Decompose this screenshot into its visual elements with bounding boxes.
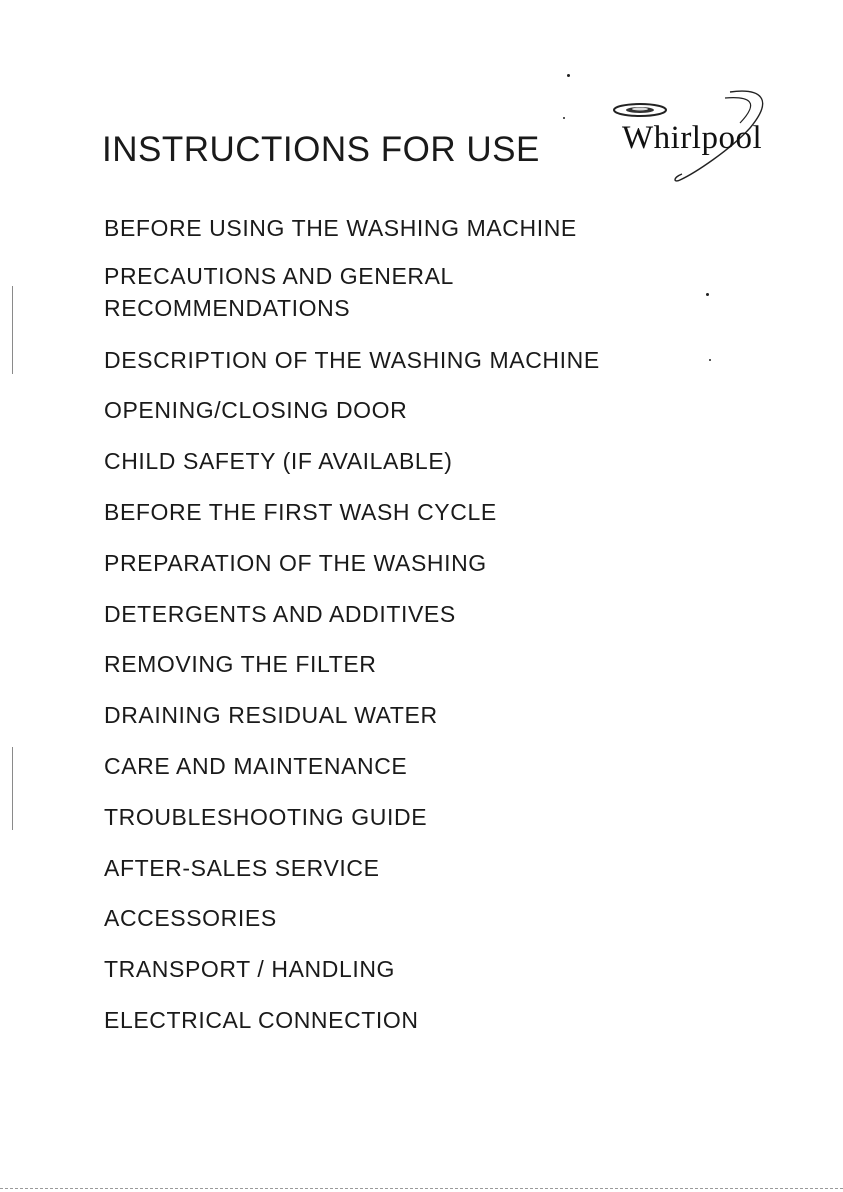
toc-item: ELECTRICAL CONNECTION bbox=[104, 1007, 419, 1033]
whirlpool-logo bbox=[600, 88, 778, 188]
toc-item: AFTER-SALES SERVICE bbox=[104, 855, 380, 881]
toc-item: PRECAUTIONS AND GENERAL bbox=[104, 263, 454, 289]
toc-item-continuation: RECOMMENDATIONS bbox=[104, 295, 351, 321]
toc-item: BEFORE USING THE WASHING MACHINE bbox=[104, 215, 577, 241]
toc-item: REMOVING THE FILTER bbox=[104, 651, 377, 677]
toc-item: DESCRIPTION OF THE WASHING MACHINE bbox=[104, 347, 600, 373]
toc-item: BEFORE THE FIRST WASH CYCLE bbox=[104, 499, 497, 525]
toc-item: DETERGENTS AND ADDITIVES bbox=[104, 601, 456, 627]
speck bbox=[567, 74, 570, 77]
page-bottom-edge bbox=[0, 1188, 843, 1189]
speck bbox=[706, 293, 709, 296]
toc-item: CHILD SAFETY (IF AVAILABLE) bbox=[104, 448, 453, 474]
speck bbox=[709, 359, 711, 361]
toc-item: TROUBLESHOOTING GUIDE bbox=[104, 804, 428, 830]
toc-item: OPENING/CLOSING DOOR bbox=[104, 397, 408, 423]
page-title: INSTRUCTIONS FOR USE bbox=[102, 130, 540, 169]
scan-mark-left-lower bbox=[12, 747, 13, 830]
toc-item: CARE AND MAINTENANCE bbox=[104, 753, 408, 779]
speck bbox=[563, 117, 565, 119]
svg-text:Whirlpool: Whirlpool bbox=[622, 120, 763, 156]
toc-item: DRAINING RESIDUAL WATER bbox=[104, 702, 438, 728]
toc-item: PREPARATION OF THE WASHING bbox=[104, 550, 487, 576]
scan-mark-left-upper bbox=[12, 286, 13, 374]
toc-item: TRANSPORT / HANDLING bbox=[104, 956, 396, 982]
toc-item: ACCESSORIES bbox=[104, 905, 277, 931]
